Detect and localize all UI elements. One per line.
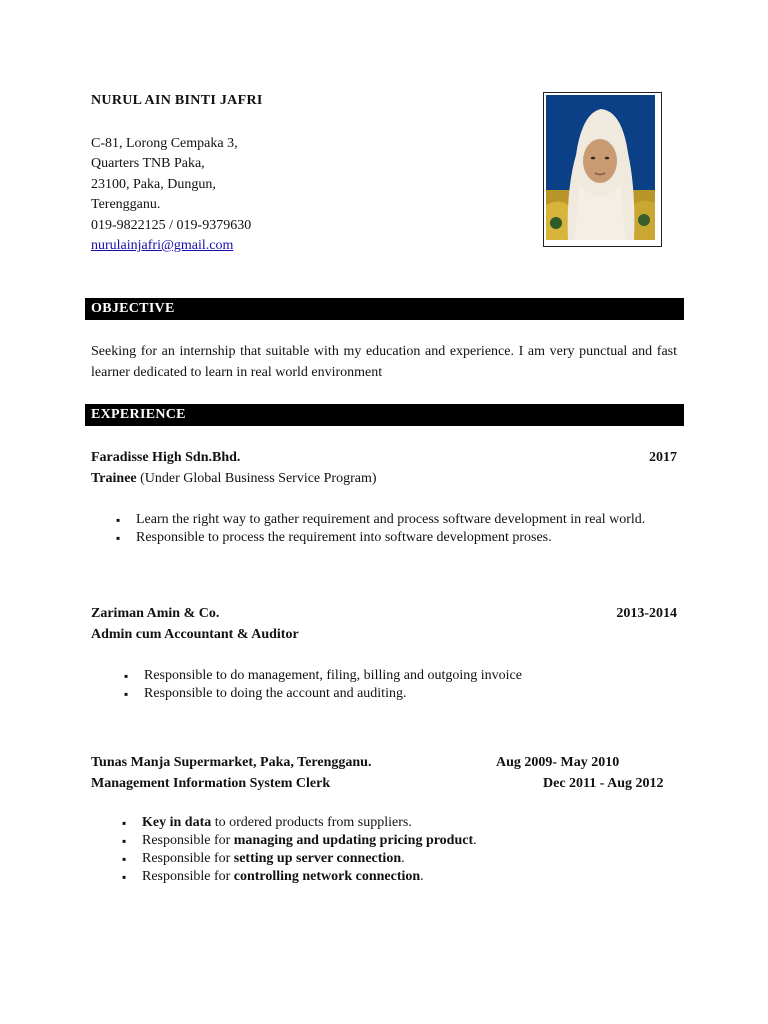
job-1-role-line <box>91 471 377 487</box>
job-1-bullets <box>114 511 677 547</box>
bullet-prefix: Responsible for <box>142 869 234 884</box>
list-item: ▪ Responsible to process the requirement into software development proses. <box>114 529 677 547</box>
job-1-company: Faradisse High Sdn.Bhd. <box>91 450 241 465</box>
bullet-prefix: Responsible for <box>142 851 234 866</box>
job-3-role: Management Information System Clerk <box>91 776 331 791</box>
job-2-year: 2013-2014 <box>616 606 677 621</box>
job-3-company: Tunas Manja Supermarket, Paka, Terengganu. <box>91 755 372 770</box>
experience-heading: EXPERIENCE <box>85 404 684 426</box>
job-1-role-note: (Under Global Business Service Program) <box>136 471 377 486</box>
phone-numbers: 019-9822125 / 019-9379630 <box>91 217 252 233</box>
list-item <box>120 814 677 832</box>
address-line-4: Terengganu. <box>91 197 161 213</box>
objective-text: Seeking for an internship that suitable with my education and experience. I am very punctual and fast learner dedicated to learn in real world environment <box>91 344 677 380</box>
email-link[interactable]: nurulainjafri@gmail.com <box>91 238 234 254</box>
bullet-text: . <box>473 833 477 848</box>
job-3-year: Aug 2009- May 2010 <box>496 755 620 770</box>
list-item: ▪ Responsible to do management, filing, billing and outgoing invoice <box>122 667 677 685</box>
job-2-company: Zariman Amin & Co. <box>91 606 220 621</box>
profile-photo <box>546 95 655 240</box>
list-item: ▪ Learn the right way to gather requirement and process software development in real world. <box>114 511 677 529</box>
job-3-bullets <box>120 814 677 886</box>
bullet-prefix: Responsible for <box>142 833 234 848</box>
job-2-bullets <box>122 667 677 703</box>
objective-heading: OBJECTIVE <box>85 298 684 320</box>
list-item <box>120 850 677 868</box>
applicant-name: NURUL AIN BINTI JAFRI <box>91 93 263 108</box>
list-item <box>120 868 677 886</box>
job-2-role: Admin cum Accountant & Auditor <box>91 627 299 642</box>
bullet-bold-text: Key in data <box>142 815 212 830</box>
bullet-text: to ordered products from suppliers. <box>211 815 412 830</box>
bullet-text: . <box>420 869 424 884</box>
job-1-year: 2017 <box>649 450 677 465</box>
job-1-role: Trainee <box>91 471 137 486</box>
job-3-year-2: Dec 2011 - Aug 2012 <box>543 776 664 791</box>
bullet-text: . <box>401 851 405 866</box>
address-line-3: 23100, Paka, Dungun, <box>91 176 216 192</box>
job-1-header <box>91 450 677 466</box>
bullet-bold-text: setting up server connection <box>233 851 402 866</box>
list-item: ▪ Responsible to doing the account and auditing. <box>122 685 677 703</box>
list-item <box>120 832 677 850</box>
job-2-header <box>91 606 677 622</box>
bullet-bold-text: controlling network connection <box>233 869 421 884</box>
address-line-2: Quarters TNB Paka, <box>91 156 205 172</box>
bullet-bold-text: managing and updating pricing product <box>233 833 474 848</box>
address-line-1: C-81, Lorong Cempaka 3, <box>91 136 238 151</box>
contact-block <box>91 134 251 256</box>
profile-photo-frame <box>543 92 662 247</box>
